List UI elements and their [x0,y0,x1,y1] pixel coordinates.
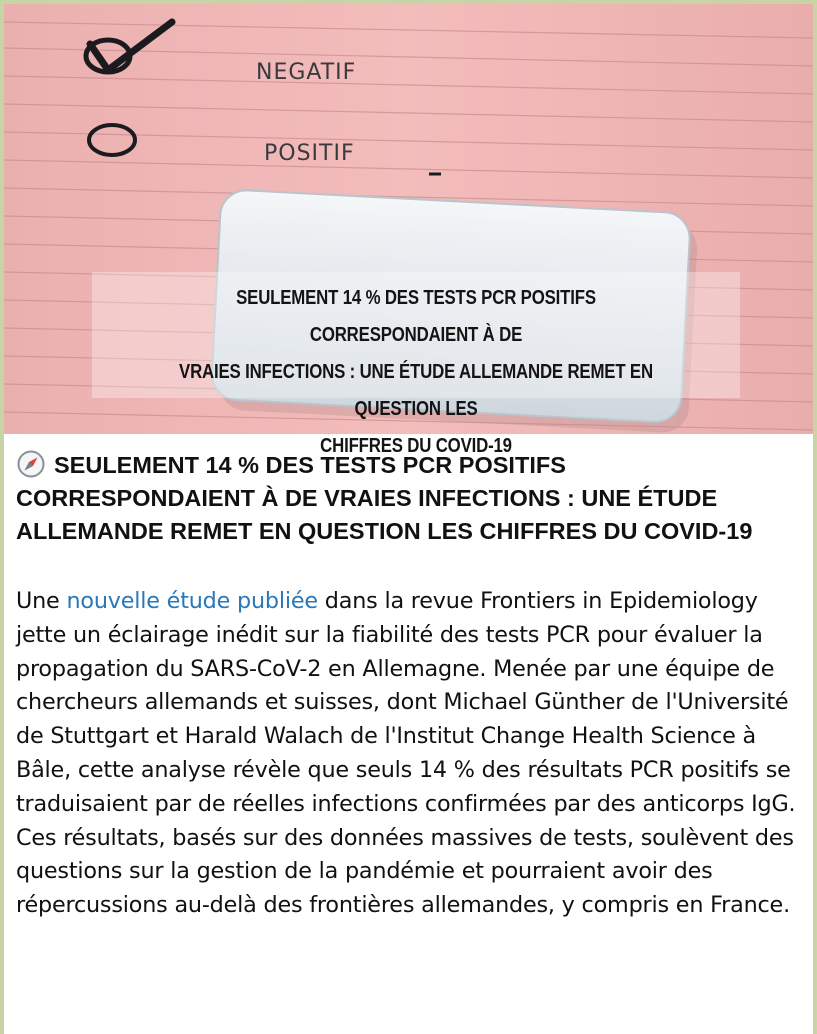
body-text: dans la revue Frontiers in Epidemiology jette un éclairage inédit sur la fiabilité des tests PCR pour évaluer la propagation du SARS-CoV-2 en Allemagne. Menée par une équipe de chercheurs allemands et suisses, dont Michael Günther de l'Université de Stuttgart et Harald Walach de l'Institut Change Health Science à Bâle, cette analyse révèle que seuls 14 % des résultats PCR positifs se traduisaient par de réelles infections confirmées par des anticorps IgG. Ces résultats, basés sur des données massives de tests, soulèvent des questions sur la gestion de la pandémie et pourraient avoir des répercussions au-delà des frontières allemandes, y compris en France. [16,588,796,919]
post-body [16,585,806,923]
body-intro: Une [16,588,67,614]
positif-label: POSITIF [264,141,355,166]
post-title [16,449,806,548]
message-content [16,449,806,923]
article-image[interactable] [4,4,813,457]
post-title-text: SEULEMENT 14 % DES TESTS PCR POSITIFS CORRESPONDAIENT À DE VRAIES INFECTIONS : UNE ÉTUDE ALLEMANDE REMET EN QUESTION LES CHIFFRES DU COVID-19 [16,452,753,544]
image-headline [151,280,682,465]
banner-line-3: CHIFFRES DU COVID-19 [320,435,512,457]
compass-icon [16,449,46,479]
negatif-label: NEGATIF [256,60,357,85]
banner-line-1: SEULEMENT 14 % DES TESTS PCR POSITIFS CORRESPONDAIENT À DE [236,287,596,346]
message-card [4,4,813,1034]
study-link[interactable]: nouvelle étude publiée [66,588,318,614]
banner-line-2: VRAIES INFECTIONS : UNE ÉTUDE ALLEMANDE REMET EN QUESTION LES [179,361,653,420]
